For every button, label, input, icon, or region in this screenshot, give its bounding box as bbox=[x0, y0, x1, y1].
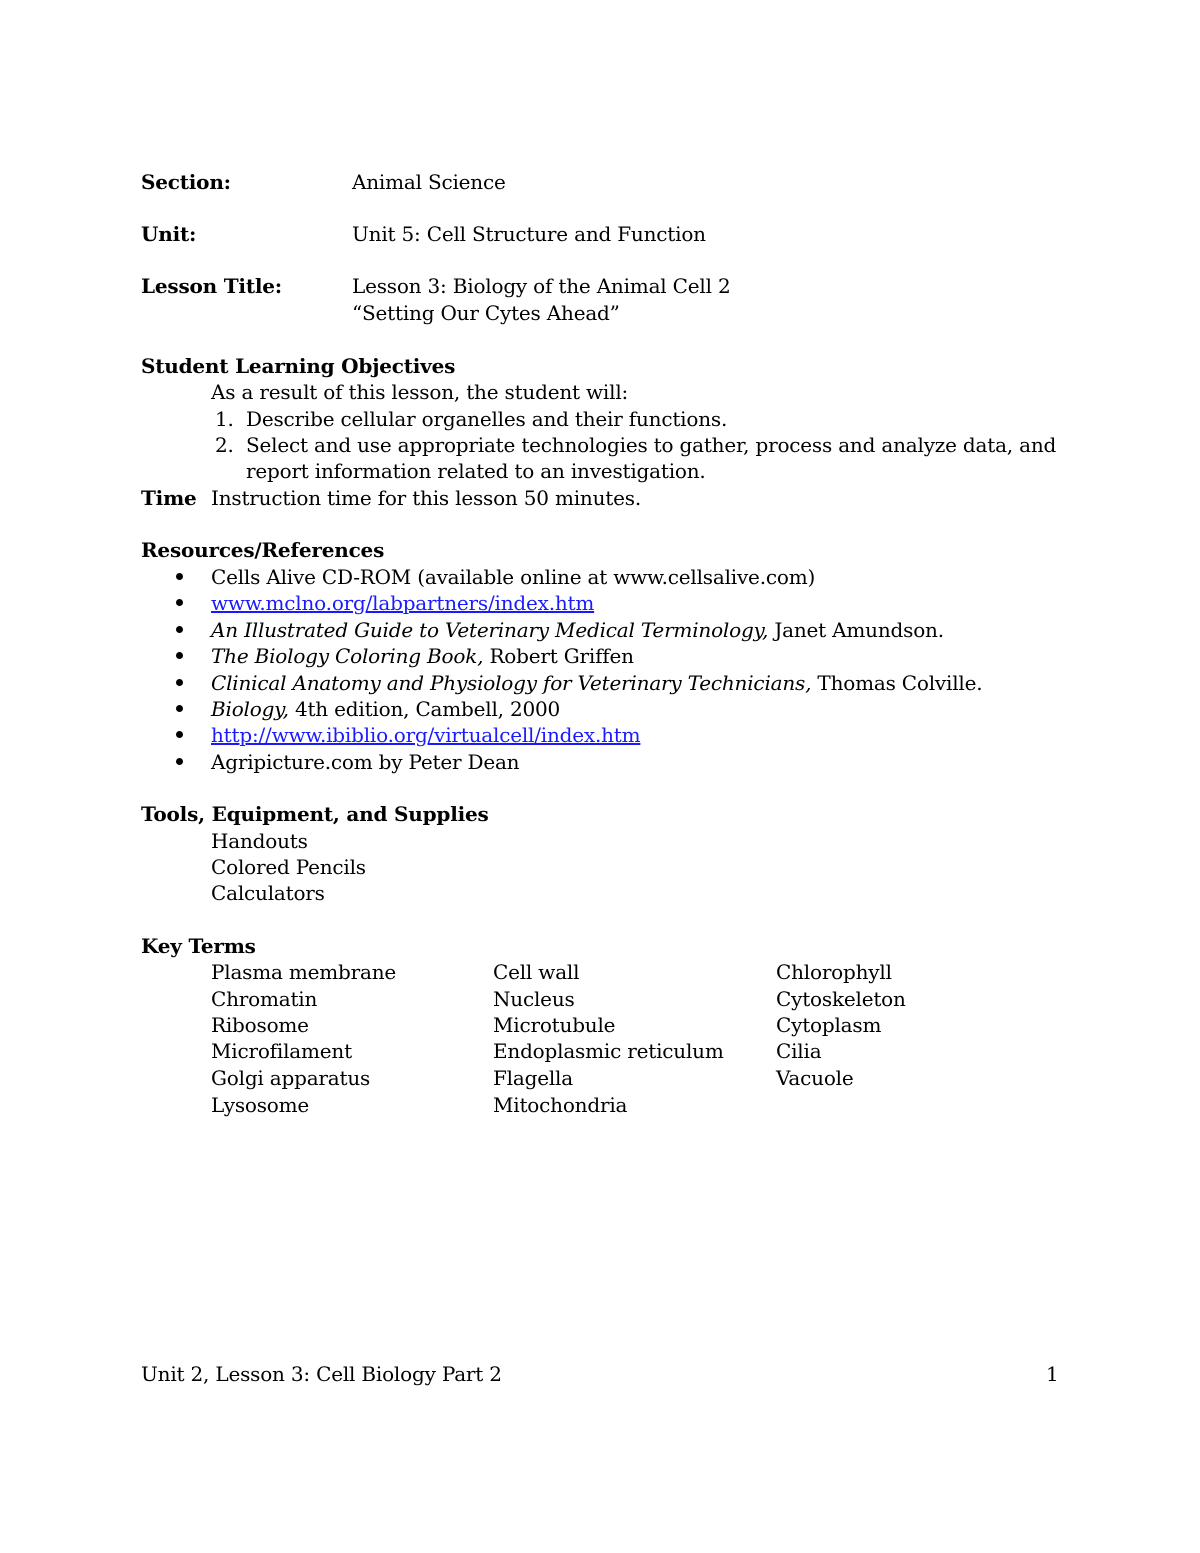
key-term: Ribosome bbox=[211, 1013, 309, 1037]
time-text: Instruction time for this lesson 50 minutes. bbox=[211, 486, 641, 510]
tool-item: Calculators bbox=[211, 881, 325, 905]
key-term: Flagella bbox=[493, 1066, 573, 1090]
resource-item bbox=[211, 696, 560, 722]
resource-title: An Illustrated Guide to Veterinary Medical Terminology, bbox=[211, 618, 769, 642]
resource-title: The Biology Coloring Book, bbox=[211, 644, 484, 668]
resource-author: Thomas Colville. bbox=[811, 671, 983, 695]
key-terms-heading: Key Terms bbox=[141, 934, 256, 958]
resource-item: Agripicture.com by Peter Dean bbox=[211, 750, 520, 774]
objectives-intro: As a result of this lesson, the student will: bbox=[211, 380, 629, 404]
bullet-icon bbox=[176, 599, 183, 606]
time-label: Time bbox=[141, 486, 197, 510]
resource-title: Biology, bbox=[211, 697, 289, 721]
resource-author: Robert Griffen bbox=[483, 644, 634, 668]
key-term: Endoplasmic reticulum bbox=[493, 1039, 724, 1063]
footer-text: Unit 2, Lesson 3: Cell Biology Part 2 bbox=[141, 1362, 502, 1386]
key-term: Cytoskeleton bbox=[776, 987, 906, 1011]
key-term: Lysosome bbox=[211, 1093, 310, 1117]
bullet-icon bbox=[176, 573, 183, 580]
key-term: Nucleus bbox=[493, 987, 575, 1011]
resource-item bbox=[211, 617, 944, 643]
bullet-icon bbox=[176, 758, 183, 765]
objective-text: Select and use appropriate technologies to gather, process and analyze data, and bbox=[246, 433, 1057, 457]
unit-value: Unit 5: Cell Structure and Function bbox=[352, 222, 706, 246]
resource-item: Cells Alive CD-ROM (available online at www.cellsalive.com) bbox=[211, 565, 816, 589]
key-term: Cilia bbox=[776, 1039, 822, 1063]
resource-link[interactable]: http://www.ibiblio.org/virtualcell/index.htm bbox=[211, 723, 641, 747]
lesson-subtitle: “Setting Our Cytes Ahead” bbox=[352, 301, 620, 325]
bullet-icon bbox=[176, 705, 183, 712]
tool-item: Handouts bbox=[211, 829, 308, 853]
key-term: Cytoplasm bbox=[776, 1013, 882, 1037]
key-term: Vacuole bbox=[776, 1066, 854, 1090]
key-term: Microtubule bbox=[493, 1013, 616, 1037]
resource-title: Clinical Anatomy and Physiology for Veterinary Technicians, bbox=[211, 671, 812, 695]
objectives-heading: Student Learning Objectives bbox=[141, 354, 456, 378]
unit-label: Unit: bbox=[141, 222, 197, 246]
key-term: Chlorophyll bbox=[776, 960, 892, 984]
bullet-icon bbox=[176, 679, 183, 686]
key-term: Golgi apparatus bbox=[211, 1066, 371, 1090]
objective-text: Describe cellular organelles and their functions. bbox=[246, 407, 728, 431]
objective-number: 2. bbox=[215, 433, 234, 457]
objective-text-continued: report information related to an investigation. bbox=[246, 459, 706, 483]
key-term: Chromatin bbox=[211, 987, 318, 1011]
section-value: Animal Science bbox=[352, 170, 506, 194]
resource-author: 4th edition, Cambell, 2000 bbox=[288, 697, 561, 721]
bullet-icon bbox=[176, 626, 183, 633]
resource-item bbox=[211, 670, 982, 696]
bullet-icon bbox=[176, 652, 183, 659]
resources-heading: Resources/References bbox=[141, 538, 385, 562]
key-term: Cell wall bbox=[493, 960, 580, 984]
page-number: 1 bbox=[1046, 1362, 1059, 1386]
resource-item bbox=[211, 643, 634, 669]
section-label: Section: bbox=[141, 170, 231, 194]
bullet-icon bbox=[176, 731, 183, 738]
resource-link[interactable]: www.mclno.org/labpartners/index.htm bbox=[211, 591, 595, 615]
lesson-title-label: Lesson Title: bbox=[141, 274, 282, 298]
lesson-title-value: Lesson 3: Biology of the Animal Cell 2 bbox=[352, 274, 731, 298]
key-term: Microfilament bbox=[211, 1039, 352, 1063]
key-term: Mitochondria bbox=[493, 1093, 628, 1117]
resource-author: Janet Amundson. bbox=[768, 618, 944, 642]
key-term: Plasma membrane bbox=[211, 960, 397, 984]
objective-number: 1. bbox=[215, 407, 234, 431]
tools-heading: Tools, Equipment, and Supplies bbox=[141, 802, 489, 826]
tool-item: Colored Pencils bbox=[211, 855, 366, 879]
